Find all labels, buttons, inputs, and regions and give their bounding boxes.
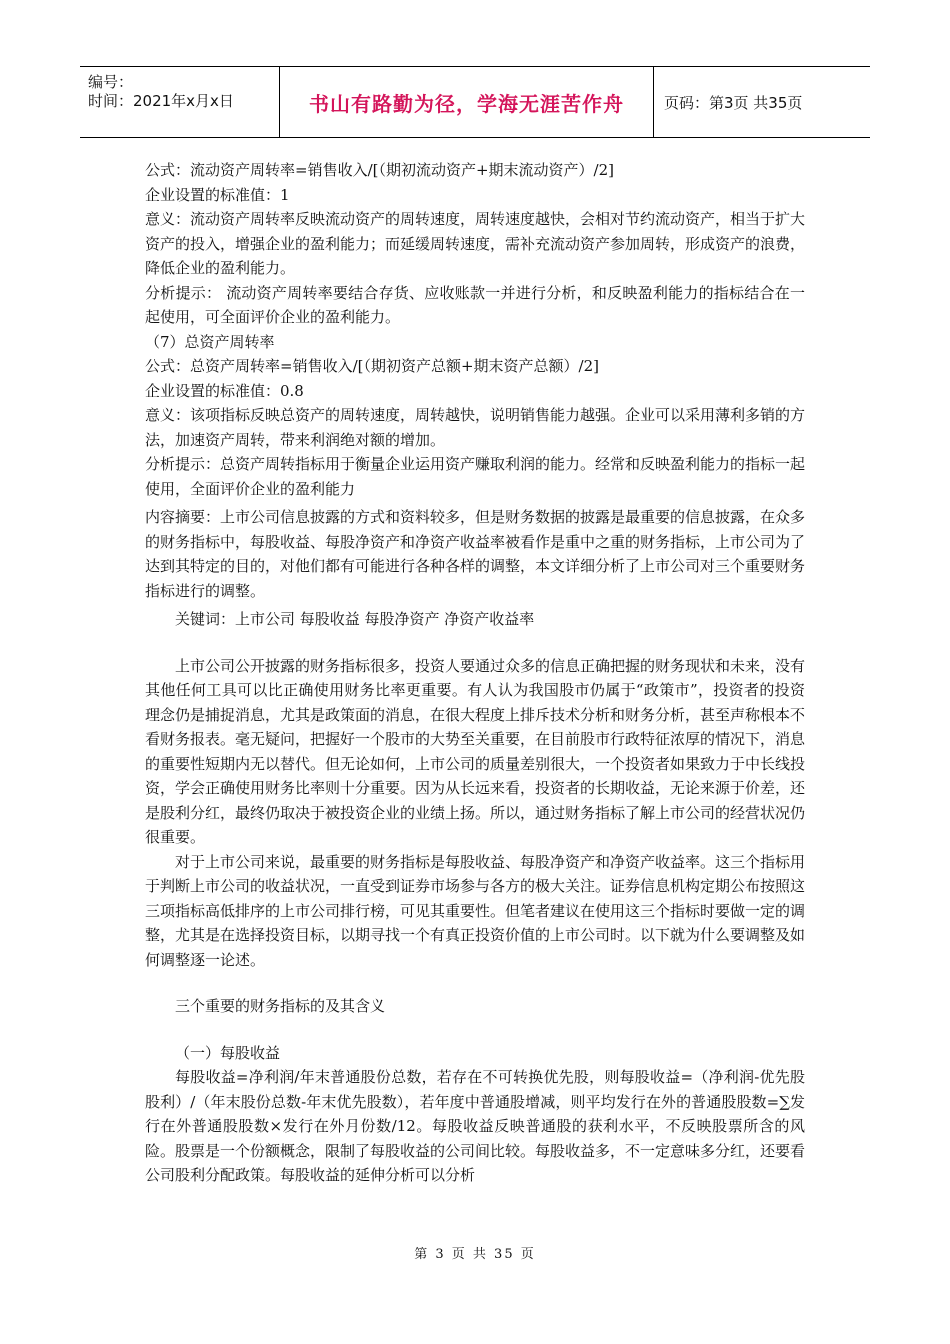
header-page-label: 页码：第3页 共35页 bbox=[664, 93, 803, 112]
page-footer: 第 3 页 共 35 页 bbox=[414, 1247, 536, 1262]
document-time-label: 时间：2021年x月x日 bbox=[88, 92, 234, 110]
document-body bbox=[145, 158, 805, 1188]
page-header bbox=[80, 66, 870, 138]
key-indicators-paragraph: 对于上市公司来说，最重要的财务指标是每股收益、每股净资产和净资产收益率。这三个指标用于判断上市公司的收益状况，一直受到证券市场参与各方的极大关注。证券信息机构定期公布按照这三项指标高低排序的上市公司排行榜，可见其重要性。但笔者建议在使用这三个指标时要做一定的调整，尤其是在选择投资目标，以期寻找一个有真正投资价值的上市公司时。以下就为什么要调整及如何调整逐一论述。 bbox=[145, 852, 806, 969]
section-title-three-indicators: 三个重要的财务指标的及其含义 bbox=[175, 997, 386, 1015]
formula-total-asset-turnover: 公式：总资产周转率=销售收入/[（期初资产总额+期末资产总额）/2] bbox=[145, 357, 599, 375]
standard-value-1: 企业设置的标准值：1 bbox=[145, 185, 290, 204]
meaning-total-asset-turnover: 意义：该项指标反映总资产的周转速度，周转越快，说明销售能力越强。企业可以采用薄利多销的方法，加速资产周转，带来利润绝对额的增加。 bbox=[145, 406, 806, 449]
header-motto-cell bbox=[280, 67, 654, 137]
keywords-line: 关键词：上市公司 每股收益 每股净资产 净资产收益率 bbox=[175, 610, 535, 628]
eps-definition-paragraph: 每股收益=净利润/年末普通股份总数，若存在不可转换优先股，则每股收益=（净利润-优先股股利）/（年末股份总数-年末优先股数），若年度中普通股增减，则平均发行在外的普通股股数=∑发行在外普通股股数×发行在外月份数/12。每股收益反映普通股的获利水平，不反映股票所含的风险。股票是一个份额概念，限制了每股收益的公司间比较。每股收益多，不一定意味多分红，还要看公司股利分配政策。每股收益的延伸分析可以分析 bbox=[145, 1068, 806, 1184]
intro-paragraph: 上市公司公开披露的财务指标很多，投资人要通过众多的信息正确把握的财务现状和未来，没有其他任何工具可以比正确使用财务比率更重要。有人认为我国股市仍属于“政策市”，投资者的投资理念仍是捕捉消息，尤其是政策面的消息，在很大程度上排斥技术分析和财务分析，甚至声称根本不看财务报表。毫无疑问，把握好一个股市的大势至关重要，在目前股市行政特征浓厚的情况下，消息的重要性短期内无以替代。但无论如何，上市公司的质量差别很大，一个投资者如果致力于中长线投资，学会正确使用财务比率则十分重要。因为从长远来看，投资者的长期收益，无论来源于价差，还是股利分红，最终仍取决于被投资企业的业绩上扬。所以，通过财务指标了解上市公司的经营状况仍很重要。 bbox=[145, 656, 806, 846]
header-page-cell bbox=[654, 67, 870, 137]
standard-value-2: 企业设置的标准值：0.8 bbox=[145, 381, 304, 400]
analysis-tip-total-asset-turnover: 分析提示：总资产周转指标用于衡量企业运用资产赚取利润的能力。经常和反映盈利能力的指标一起使用，全面评价企业的盈利能力 bbox=[145, 455, 806, 498]
abstract-paragraph: 内容摘要：上市公司信息披露的方式和资料较多，但是财务数据的披露是最重要的信息披露，在众多的财务指标中，每股收益、每股净资产和净资产收益率被看作是重中之重的财务指标，上市公司为了达到其特定的目的，对他们都有可能进行各种各样的调整，本文详细分析了上市公司对三个重要财务指标进行的调整。 bbox=[145, 508, 806, 600]
formula-current-asset-turnover: 公式：流动资产周转率=销售收入/[（期初流动资产+期末流动资产）/2] bbox=[145, 161, 614, 179]
meaning-current-asset-turnover: 意义：流动资产周转率反映流动资产的周转速度，周转速度越快，会相对节约流动资产，相当于扩大资产的投入，增强企业的盈利能力；而延缓周转速度，需补充流动资产参加周转，形成资产的浪费，降低企业的盈利能力。 bbox=[145, 210, 806, 277]
document-number-label: 编号： bbox=[88, 73, 134, 91]
section-heading-total-asset-turnover: （7）总资产周转率 bbox=[145, 332, 275, 351]
header-meta bbox=[80, 67, 280, 137]
subsection-eps-heading: （一）每股收益 bbox=[175, 1043, 281, 1062]
analysis-tip-current-asset-turnover: 分析提示： 流动资产周转率要结合存货、应收账款一并进行分析，和反映盈利能力的指标结合在一起使用，可全面评价企业的盈利能力。 bbox=[145, 283, 805, 326]
header-motto: 书山有路勤为径，学海无涯苦作舟 bbox=[309, 91, 624, 116]
